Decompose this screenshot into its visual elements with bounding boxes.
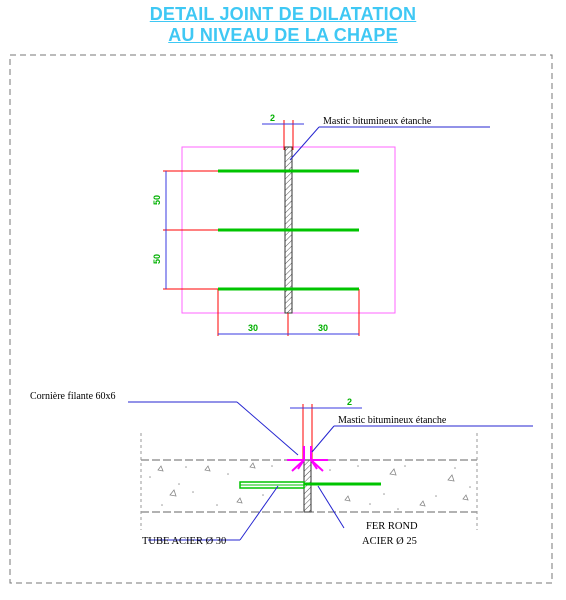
label-corniere: Cornière filante 60x6 [30,391,116,402]
dim-right: 30 [317,323,329,333]
dim-left: 30 [247,323,259,333]
dim-spacing-lower: 50 [152,253,162,265]
dim-gap-top: 2 [270,113,276,123]
leader-fer-rond [318,486,344,528]
bottom-detail [30,391,533,547]
top-detail [152,113,490,336]
leader-mastic-top [290,127,319,160]
joint-strip-section [304,460,311,512]
label-fer-rond-2: ACIER Ø 25 [362,536,417,547]
label-mastic-bottom: Mastic bitumineux étanche [338,415,447,426]
dim-spacing-upper: 50 [152,194,162,206]
title-line-2: AU NIVEAU DE LA CHAPE [168,25,398,45]
label-mastic-top: Mastic bitumineux étanche [323,116,432,127]
label-fer-rond-1: FER ROND [366,521,418,532]
leader-mastic-bottom [312,426,334,452]
leader-tube [240,486,278,540]
sheet-border [10,55,552,583]
title-line-1: DETAIL JOINT DE DILATATION [149,4,417,24]
label-tube: TUBE ACIER Ø 30 [142,536,227,547]
dim-gap-bottom: 2 [347,397,353,407]
